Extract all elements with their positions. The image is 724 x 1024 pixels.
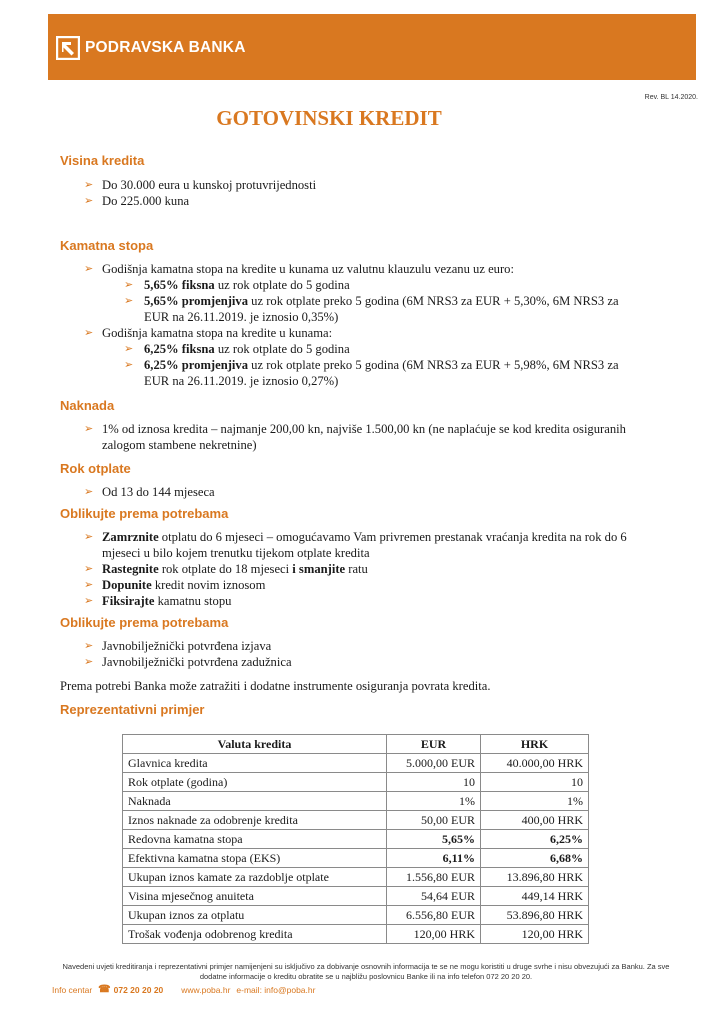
arrow-bullet-icon: ➢ bbox=[84, 179, 94, 191]
revision-label: Rev. BL 14.2020. bbox=[644, 94, 698, 101]
list-item: ➢ Do 30.000 eura u kunskoj protuvrijednosti bbox=[84, 178, 317, 192]
bank-logo bbox=[56, 36, 246, 60]
value-cell: 54,64 EUR bbox=[387, 887, 481, 906]
value-cell: 1% bbox=[387, 792, 481, 811]
value-cell: 10 bbox=[481, 773, 589, 792]
row-label-cell: Efektivna kamatna stopa (EKS) bbox=[123, 849, 387, 868]
oblikujte-list bbox=[60, 529, 640, 609]
row-label-cell: Ukupan iznos za otplatu bbox=[123, 906, 387, 925]
footer-disclaimer: Navedeni uvjeti kreditiranja i reprezentativni primjer namijenjeni su isključivo za dobivanje osnovnih informacija te se ne mogu koristiti u druge svrhe i nisu obvezujući za Banku. Za sve dodatne informacije o kreditu obratite se u najbližu poslovnicu Banke ili na info telefon 072 20 20 20. bbox=[62, 962, 670, 981]
visina-list bbox=[60, 177, 640, 209]
arrow-bullet-icon: ➢ bbox=[84, 563, 94, 575]
security-note: Prema potrebi Banka može zatražiti i dodatne instrumente osiguranja povrata kredita. bbox=[60, 679, 491, 693]
table-header-row bbox=[123, 735, 589, 754]
table-row bbox=[123, 754, 589, 773]
list-item: ➢ Dopunite kredit novim iznosom bbox=[84, 578, 266, 592]
arrow-bullet-icon: ➢ bbox=[84, 486, 94, 498]
list-item: ➢ 6,25% fiksna uz rok otplate do 5 godina bbox=[124, 342, 350, 356]
list-item: ➢ Zamrznite otplatu do 6 mjeseci – omogućavamo Vam privremen prestanak vraćanja kredita na rok do 6 mjeseci u bilo kojem trenutku tijekom otplate kredita bbox=[84, 530, 627, 560]
section-heading-oblikujte: Oblikujte prema potrebama bbox=[60, 506, 229, 521]
value-cell: 6,68% bbox=[481, 849, 589, 868]
website-link[interactable]: www.poba.hr bbox=[181, 984, 231, 995]
row-label-cell: Redovna kamatna stopa bbox=[123, 830, 387, 849]
section-heading-naknada: Naknada bbox=[60, 398, 115, 413]
column-header: Valuta kredita bbox=[123, 735, 387, 754]
phone-number[interactable]: ☎ 072 20 20 20 bbox=[98, 984, 164, 995]
arrow-bullet-icon: ➢ bbox=[84, 423, 94, 435]
section-heading-rok: Rok otplate bbox=[60, 461, 131, 476]
value-cell: 10 bbox=[387, 773, 481, 792]
phone-icon: ☎ bbox=[98, 984, 111, 995]
section-heading-kamatna: Kamatna stopa bbox=[60, 238, 154, 253]
column-header: EUR bbox=[387, 735, 481, 754]
representative-example-table bbox=[122, 734, 589, 944]
table-body bbox=[123, 754, 589, 944]
table-row bbox=[123, 906, 589, 925]
arrow-bullet-icon: ➢ bbox=[124, 359, 134, 371]
list-item: ➢ Rastegnite rok otplate do 18 mjeseci i smanjite ratu bbox=[84, 562, 368, 576]
arrow-bullet-icon: ➢ bbox=[124, 343, 134, 355]
naknada-list bbox=[60, 421, 640, 453]
value-cell: 6.556,80 EUR bbox=[387, 906, 481, 925]
table-row bbox=[123, 868, 589, 887]
list-item: ➢ 1% od iznosa kredita – najmanje 200,00 kn, najviše 1.500,00 kn (ne naplaćuje se kod kredita osiguranih zalogom stambene nekretnine) bbox=[84, 422, 626, 452]
podravska-logo-icon bbox=[56, 36, 80, 60]
list-item: ➢ 6,25% promjenjiva uz rok otplate preko 5 godina (6M NRS3 za EUR + 5,98%, 6M NRS3 za EUR na 26.11.2019. je iznosio 0,27%) bbox=[124, 358, 619, 388]
arrow-bullet-icon: ➢ bbox=[84, 531, 94, 543]
arrow-bullet-icon: ➢ bbox=[84, 595, 94, 607]
value-cell: 40.000,00 HRK bbox=[481, 754, 589, 773]
value-cell: 400,00 HRK bbox=[481, 811, 589, 830]
rok-list bbox=[60, 484, 640, 500]
arrow-bullet-icon: ➢ bbox=[84, 327, 94, 339]
list-item: ➢ Godišnja kamatna stopa na kredite u kunama uz valutnu klauzulu vezanu uz euro: ➢ 5,65% fiksna uz rok otplate do 5 godina ➢ 5,65% promjenjiva uz rok otplate preko 5 godina (6M NRS3 za EUR + 5,30%, 6M NRS3 za EUR na 26.11.2019. je iznosio 0,35%) bbox=[60, 261, 640, 325]
arrow-bullet-icon: ➢ bbox=[84, 656, 94, 668]
list-item: ➢ Godišnja kamatna stopa na kredite u kunama: ➢ 6,25% fiksna uz rok otplate do 5 godina ➢ 6,25% promjenjiva uz rok otplate preko 5 godina (6M NRS3 za EUR + 5,98%, 6M NRS3 za EUR na 26.11.2019. je iznosio 0,27%) bbox=[60, 325, 640, 389]
value-cell: 5.000,00 EUR bbox=[387, 754, 481, 773]
arrow-bullet-icon: ➢ bbox=[84, 195, 94, 207]
email-link[interactable]: e-mail: info@poba.hr bbox=[236, 984, 316, 995]
value-cell: 1.556,80 EUR bbox=[387, 868, 481, 887]
value-cell: 50,00 EUR bbox=[387, 811, 481, 830]
section-heading-primjer: Reprezentativni primjer bbox=[60, 702, 205, 717]
list-item: ➢ 5,65% promjenjiva uz rok otplate preko 5 godina (6M NRS3 za EUR + 5,30%, 6M NRS3 za EUR na 26.11.2019. je iznosio 0,35%) bbox=[124, 294, 619, 324]
row-label-cell: Visina mjesečnog anuiteta bbox=[123, 887, 387, 906]
arrow-bullet-icon: ➢ bbox=[84, 579, 94, 591]
sub-list bbox=[102, 277, 640, 325]
arrow-bullet-icon: ➢ bbox=[84, 263, 94, 275]
value-cell: 13.896,80 HRK bbox=[481, 868, 589, 887]
table-row bbox=[123, 830, 589, 849]
arrow-bullet-icon: ➢ bbox=[124, 279, 134, 291]
kamatna-list bbox=[60, 261, 640, 389]
list-item: ➢ Javnobilježnički potvrđena zadužnica bbox=[84, 655, 292, 669]
list-item: ➢ Od 13 do 144 mjeseca bbox=[84, 485, 215, 499]
list-item: ➢ 5,65% fiksna uz rok otplate do 5 godina bbox=[124, 278, 350, 292]
value-cell: 449,14 HRK bbox=[481, 887, 589, 906]
column-header: HRK bbox=[481, 735, 589, 754]
header-banner bbox=[48, 14, 696, 80]
arrow-bullet-icon: ➢ bbox=[124, 295, 134, 307]
row-label-cell: Naknada bbox=[123, 792, 387, 811]
page-title: GOTOVINSKI KREDIT bbox=[216, 106, 442, 130]
row-label-cell: Glavnica kredita bbox=[123, 754, 387, 773]
value-cell: 6,25% bbox=[481, 830, 589, 849]
table-row bbox=[123, 811, 589, 830]
value-cell: 53.896,80 HRK bbox=[481, 906, 589, 925]
row-label-cell: Ukupan iznos kamate za razdoblje otplate bbox=[123, 868, 387, 887]
section-heading-osiguranje: Oblikujte prema potrebama bbox=[60, 615, 229, 630]
row-label-cell: Iznos naknade za odobrenje kredita bbox=[123, 811, 387, 830]
value-cell: 120,00 HRK bbox=[387, 925, 481, 944]
value-cell: 5,65% bbox=[387, 830, 481, 849]
row-label-cell: Trošak vođenja odobrenog kredita bbox=[123, 925, 387, 944]
value-cell: 6,11% bbox=[387, 849, 481, 868]
osiguranje-list bbox=[60, 638, 640, 670]
document-body bbox=[60, 150, 640, 718]
value-cell: 120,00 HRK bbox=[481, 925, 589, 944]
sub-list bbox=[102, 341, 640, 389]
table-row bbox=[123, 792, 589, 811]
row-label-cell: Rok otplate (godina) bbox=[123, 773, 387, 792]
value-cell: 1% bbox=[481, 792, 589, 811]
table-row bbox=[123, 849, 589, 868]
section-heading-visina: Visina kredita bbox=[60, 153, 145, 168]
table-row bbox=[123, 925, 589, 944]
table-row bbox=[123, 773, 589, 792]
list-item: ➢ Javnobilježnički potvrđena izjava bbox=[84, 639, 272, 653]
footer-contact bbox=[52, 984, 315, 995]
list-item: ➢ Do 225.000 kuna bbox=[84, 194, 190, 208]
list-item: ➢ Fiksirajte kamatnu stopu bbox=[84, 594, 232, 608]
brand-name: PODRAVSKA BANKA bbox=[85, 39, 246, 56]
table-row bbox=[123, 887, 589, 906]
arrow-bullet-icon: ➢ bbox=[84, 640, 94, 652]
info-centar-label: Info centar bbox=[52, 984, 93, 995]
